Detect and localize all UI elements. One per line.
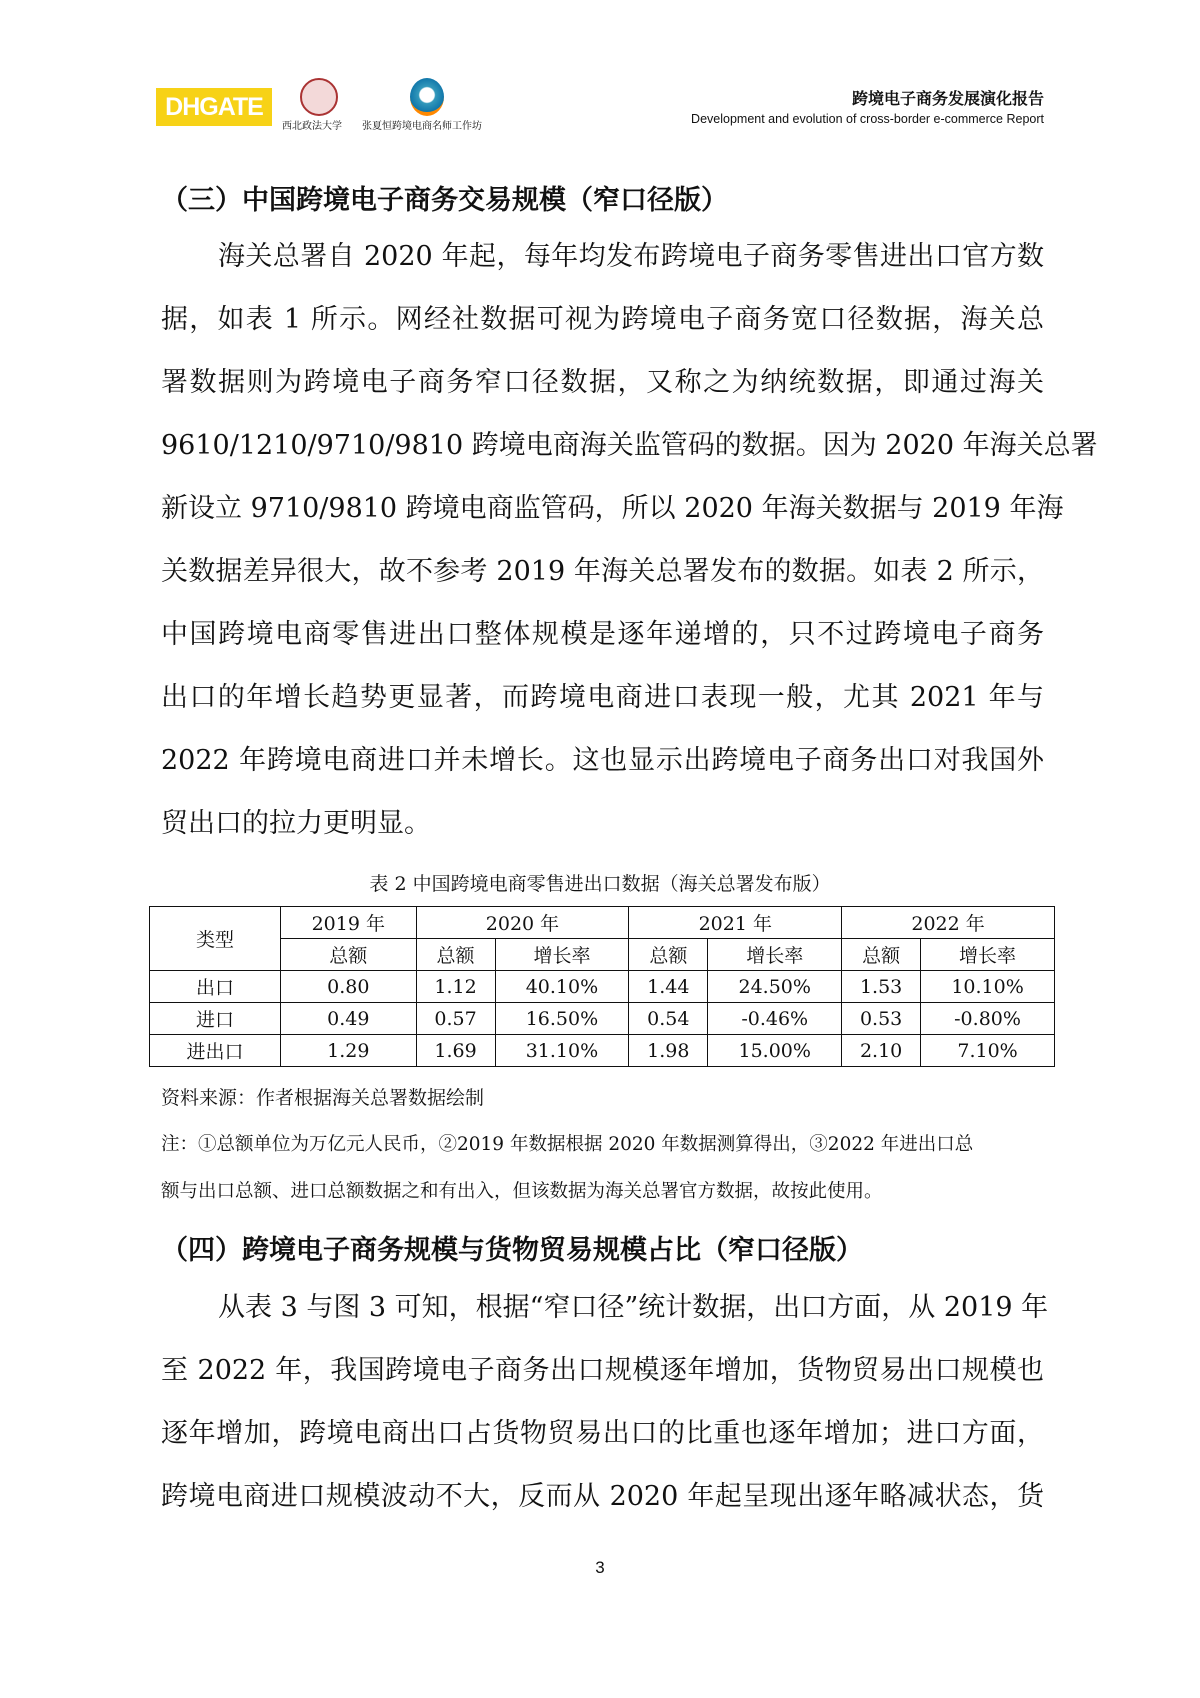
section-heading-4: （四）跨境电子商务规模与货物贸易规模占比（窄口径版）: [161, 1235, 863, 1266]
table-source: 资料来源：作者根据海关总署数据绘制: [161, 1087, 485, 1109]
table-cell: 31.10%: [495, 1035, 629, 1067]
report-subtitle: Development and evolution of cross-border e-commerce Report: [691, 112, 1044, 126]
column-subheader: 总额: [416, 939, 495, 971]
paragraph-line: 2022 年跨境电商进口并未增长。这也显示出跨境电子商务出口对我国外: [161, 745, 1044, 776]
table-cell: 10.10%: [921, 971, 1055, 1003]
table-row: [150, 1035, 1055, 1067]
type-header: 类型: [150, 907, 281, 971]
table-cell: 24.50%: [708, 971, 842, 1003]
column-subheader: 总额: [629, 939, 708, 971]
university-name: 西北政法大学: [282, 121, 342, 132]
paragraph-line: 署数据则为跨境电子商务窄口径数据，又称之为纳统数据，即通过海关: [161, 367, 1044, 398]
table-cell: -0.46%: [708, 1003, 842, 1035]
paragraph-line: 从表 3 与图 3 可知，根据“窄口径”统计数据，出口方面，从 2019 年: [218, 1292, 1049, 1323]
table-cell: 1.53: [842, 971, 921, 1003]
paragraph-line: 逐年增加，跨境电商出口占货物贸易出口的比重也逐年增加；进口方面，: [161, 1418, 1044, 1449]
year-header: 2021 年: [629, 907, 842, 939]
year-header: 2022 年: [842, 907, 1055, 939]
paragraph-line: 跨境电商进口规模波动不大，反而从 2020 年起呈现出逐年略减状态，货: [161, 1481, 1044, 1512]
paragraph-line: 中国跨境电商零售进出口整体规模是逐年递增的，只不过跨境电子商务: [161, 619, 1044, 650]
section-heading-3: （三）中国跨境电子商务交易规模（窄口径版）: [161, 185, 728, 216]
row-label: 进出口: [150, 1035, 281, 1067]
table-cell: 15.00%: [708, 1035, 842, 1067]
report-title: 跨境电子商务发展演化报告: [851, 89, 1044, 108]
table-cell: 2.10: [842, 1035, 921, 1067]
paragraph-line: 贸出口的拉力更明显。: [161, 808, 431, 839]
table-cell: 0.57: [416, 1003, 495, 1035]
paragraph-line: 至 2022 年，我国跨境电子商务出口规模逐年增加，货物贸易出口规模也: [161, 1355, 1044, 1386]
column-subheader: 总额: [842, 939, 921, 971]
page-number: 3: [595, 1558, 605, 1577]
paragraph-line: 出口的年增长趋势更显著，而跨境电商进口表现一般，尤其 2021 年与: [161, 682, 1044, 713]
table-note: 额与出口总额、进口总额数据之和有出入，但该数据为海关总署官方数据，故按此使用。: [161, 1181, 883, 1202]
column-subheader: 增长率: [495, 939, 629, 971]
paragraph-line: 关数据差异很大，故不参考 2019 年海关总署发布的数据。如表 2 所示，: [161, 556, 1044, 587]
table-cell: 0.54: [629, 1003, 708, 1035]
table-cell: 0.49: [281, 1003, 417, 1035]
table-row: [150, 1003, 1055, 1035]
table-cell: 16.50%: [495, 1003, 629, 1035]
year-header: 2020 年: [416, 907, 629, 939]
table-cell: 1.98: [629, 1035, 708, 1067]
table-cell: 0.80: [281, 971, 417, 1003]
paragraph-line: 9610/1210/9710/9810 跨境电商海关监管码的数据。因为 2020 年海关总署: [161, 430, 1098, 461]
table-cell: 0.53: [842, 1003, 921, 1035]
table-note: 注：①总额单位为万亿元人民币，②2019 年数据根据 2020 年数据测算得出，③2022 年进出口总: [161, 1134, 974, 1155]
workshop-logo-icon: [410, 78, 444, 116]
table-cell: -0.80%: [921, 1003, 1055, 1035]
row-label: 出口: [150, 971, 281, 1003]
dhgate-logo: DHGATE: [156, 88, 272, 126]
table-cell: 1.12: [416, 971, 495, 1003]
university-seal-icon: [300, 78, 338, 116]
paragraph-line: 海关总署自 2020 年起，每年均发布跨境电子商务零售进出口官方数: [218, 241, 1044, 272]
table-caption: 表 2 中国跨境电商零售进出口数据（海关总署发布版）: [369, 873, 831, 895]
data-table: [149, 906, 1055, 1067]
table-cell: 1.29: [281, 1035, 417, 1067]
paragraph-line: 新设立 9710/9810 跨境电商监管码，所以 2020 年海关数据与 2019 年海: [161, 493, 1064, 524]
column-subheader: 增长率: [708, 939, 842, 971]
table-cell: 40.10%: [495, 971, 629, 1003]
row-label: 进口: [150, 1003, 281, 1035]
table-cell: 1.69: [416, 1035, 495, 1067]
workshop-name: 张夏恒跨境电商名师工作坊: [362, 121, 482, 132]
table-cell: 7.10%: [921, 1035, 1055, 1067]
column-subheader: 增长率: [921, 939, 1055, 971]
column-subheader: 总额: [281, 939, 417, 971]
paragraph-line: 据，如表 1 所示。网经社数据可视为跨境电子商务宽口径数据，海关总: [161, 304, 1044, 335]
table-cell: 1.44: [629, 971, 708, 1003]
year-header: 2019 年: [281, 907, 417, 939]
table-row: [150, 971, 1055, 1003]
